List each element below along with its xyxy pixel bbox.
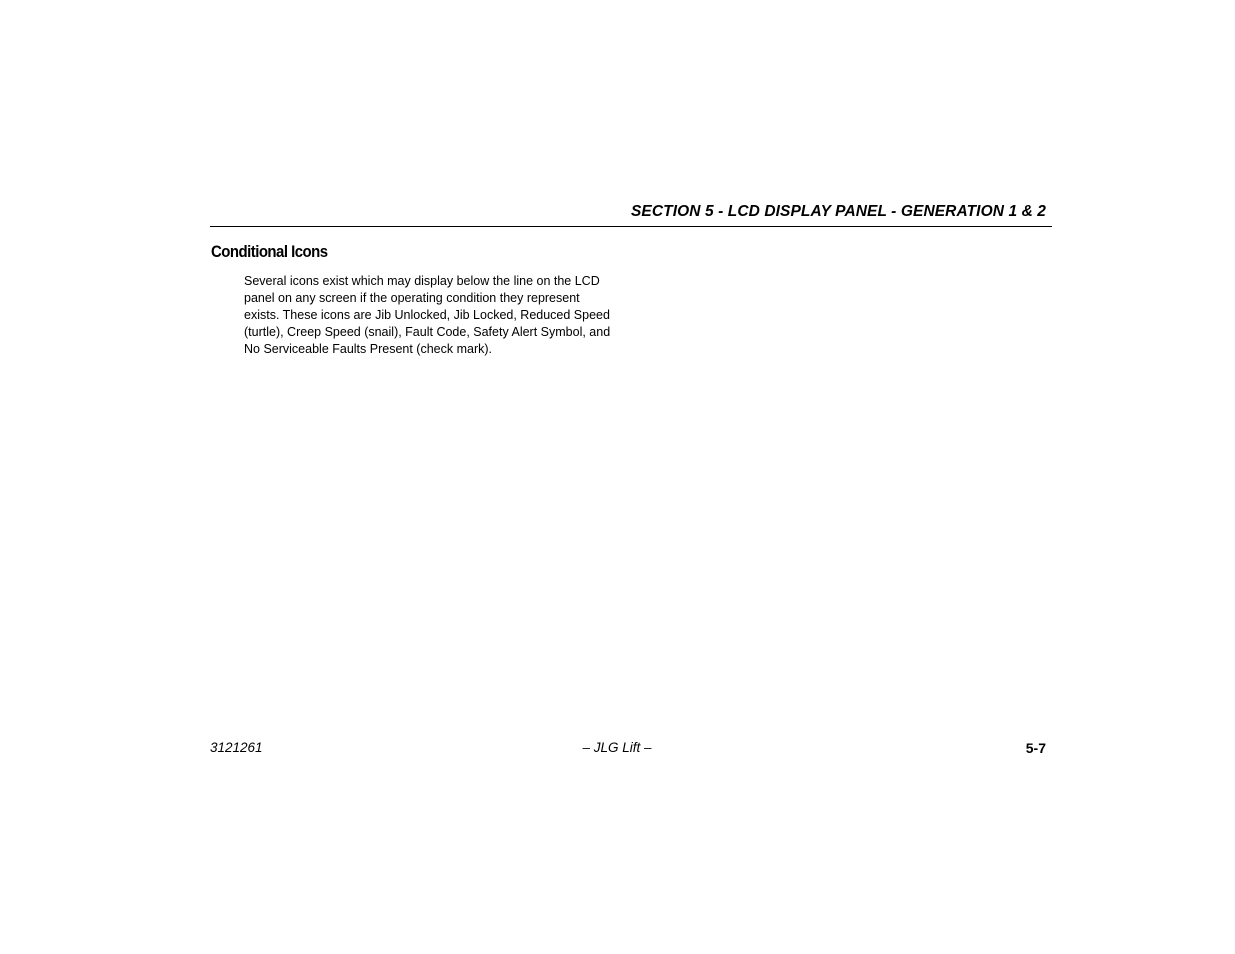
header-divider [210,226,1052,227]
footer-document-number: 3121261 [210,740,263,755]
footer-brand: – JLG Lift – [582,740,652,755]
paragraph-line: exists. These icons are Jib Unlocked, Jib Locked, Reduced Speed [244,308,610,322]
paragraph-line: No Serviceable Faults Present (check mark). [244,342,493,356]
paragraph-line: Several icons exist which may display below the line on the LCD [244,274,600,288]
section-header: SECTION 5 - LCD DISPLAY PANEL - GENERATION 1 & 2 [630,203,1046,220]
paragraph-line: panel on any screen if the operating condition they represent [244,291,580,305]
footer-page-number: 5-7 [1025,740,1046,756]
paragraph-line: (turtle), Creep Speed (snail), Fault Code, Safety Alert Symbol, and [244,325,611,339]
section-heading: Conditional Icons [211,242,328,261]
body-paragraph [244,273,626,358]
